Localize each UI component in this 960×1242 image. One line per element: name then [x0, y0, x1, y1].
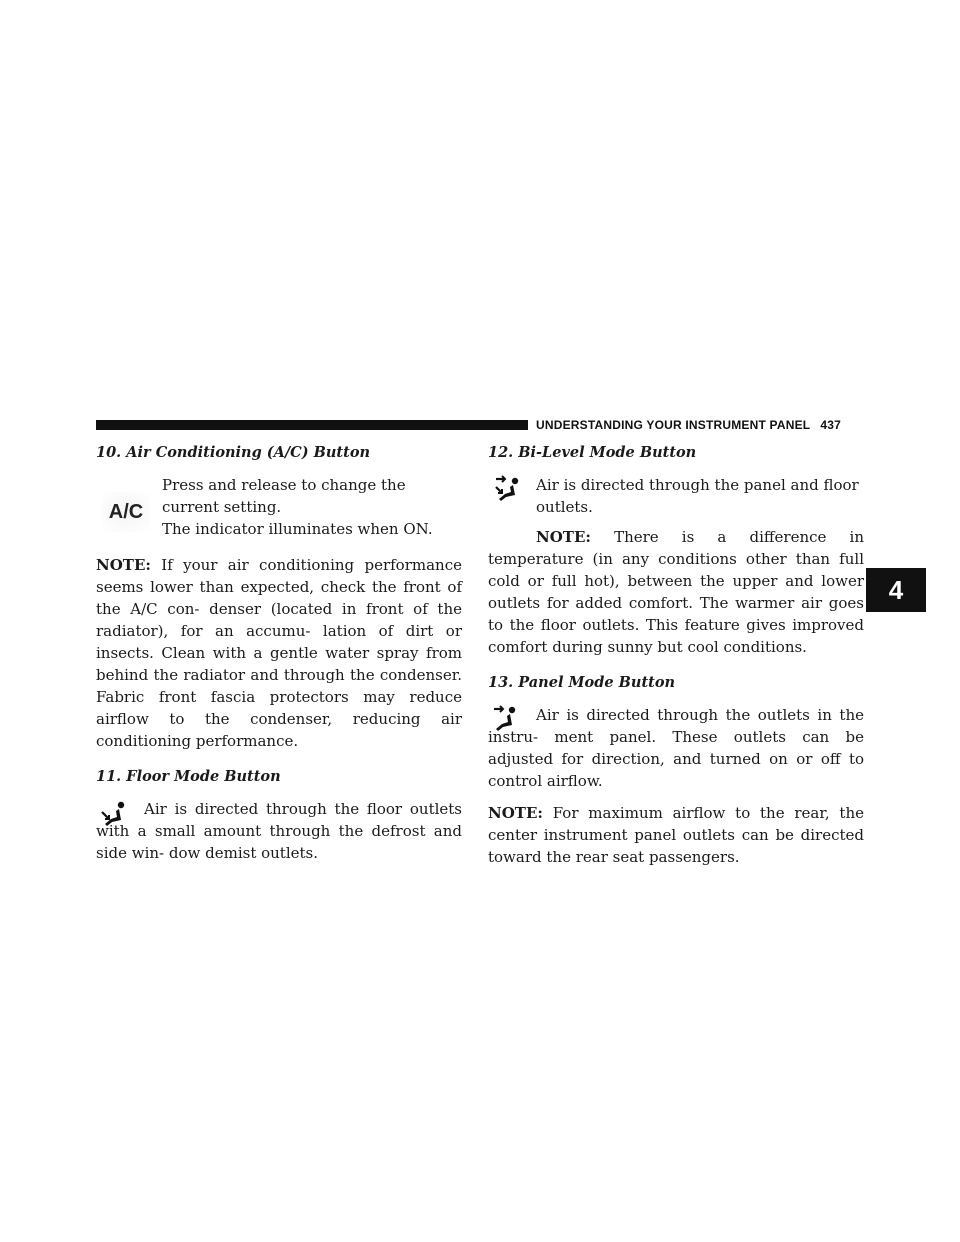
note-label: NOTE: [488, 804, 543, 822]
chapter-tab-number: 4 [888, 574, 904, 605]
floor-text: Air is directed through the floor outlets with a small amount through the defrost and side win- dow demist outlets. [96, 800, 462, 862]
ac-line-1: Press and release to change the current setting. [162, 476, 406, 516]
ac-description [162, 474, 462, 540]
floor-heading: 11. Floor Mode Button [96, 768, 281, 785]
note-label: NOTE: [96, 556, 151, 574]
ac-button-icon [102, 492, 150, 532]
note-label: NOTE: [536, 528, 591, 546]
left-column [96, 442, 462, 864]
panel-heading: 13. Panel Mode Button [488, 674, 676, 691]
header-rule [96, 420, 528, 430]
bi-level-note [488, 526, 864, 658]
panel-mode-icon [492, 704, 520, 734]
floor-section [96, 798, 462, 864]
floor-mode-icon [100, 800, 128, 830]
ac-icon-label: A/C [108, 501, 144, 523]
note-text: If your air conditioning performance seems lower than expected, check the front of the A/C con- denser (located in front of the radiator), for an accumu- lation of dirt or insects. Clean with a gentle water spray from behind the radiator and through the condenser. Fabric front fascia protectors may reduce airflow to the condenser, reducing air conditioning performance. [96, 556, 462, 750]
running-header [536, 418, 841, 432]
bi-level-section [488, 474, 864, 518]
section-title: UNDERSTANDING YOUR INSTRUMENT PANEL [536, 418, 811, 432]
chapter-tab [866, 568, 926, 612]
panel-text: Air is directed through the outlets in the instru- ment panel. These outlets can be adjusted for direction, and turned on or off to control airflow. [488, 706, 864, 790]
note-text: There is a difference in temperature (in any conditions other than full cold or full hot), between the upper and lower outlets for added comfort. The warmer air goes to the floor outlets. This feature gives improved comfort during sunny but cool conditions. [488, 528, 864, 656]
ac-section [96, 464, 462, 540]
bi-level-text: Air is directed through the panel and floor outlets. [536, 476, 859, 516]
panel-section [488, 704, 864, 792]
page-number: 437 [820, 418, 841, 432]
ac-note [96, 554, 462, 752]
panel-note [488, 802, 864, 868]
ac-line-2: The indicator illuminates when ON. [162, 520, 433, 538]
ac-heading: 10. Air Conditioning (A/C) Button [96, 444, 371, 461]
right-column [488, 442, 864, 868]
bi-level-mode-icon [494, 474, 522, 504]
bi-level-heading: 12. Bi-Level Mode Button [488, 444, 697, 461]
note-text: For maximum airflow to the rear, the center instrument panel outlets can be directed toward the rear seat passengers. [488, 804, 864, 866]
